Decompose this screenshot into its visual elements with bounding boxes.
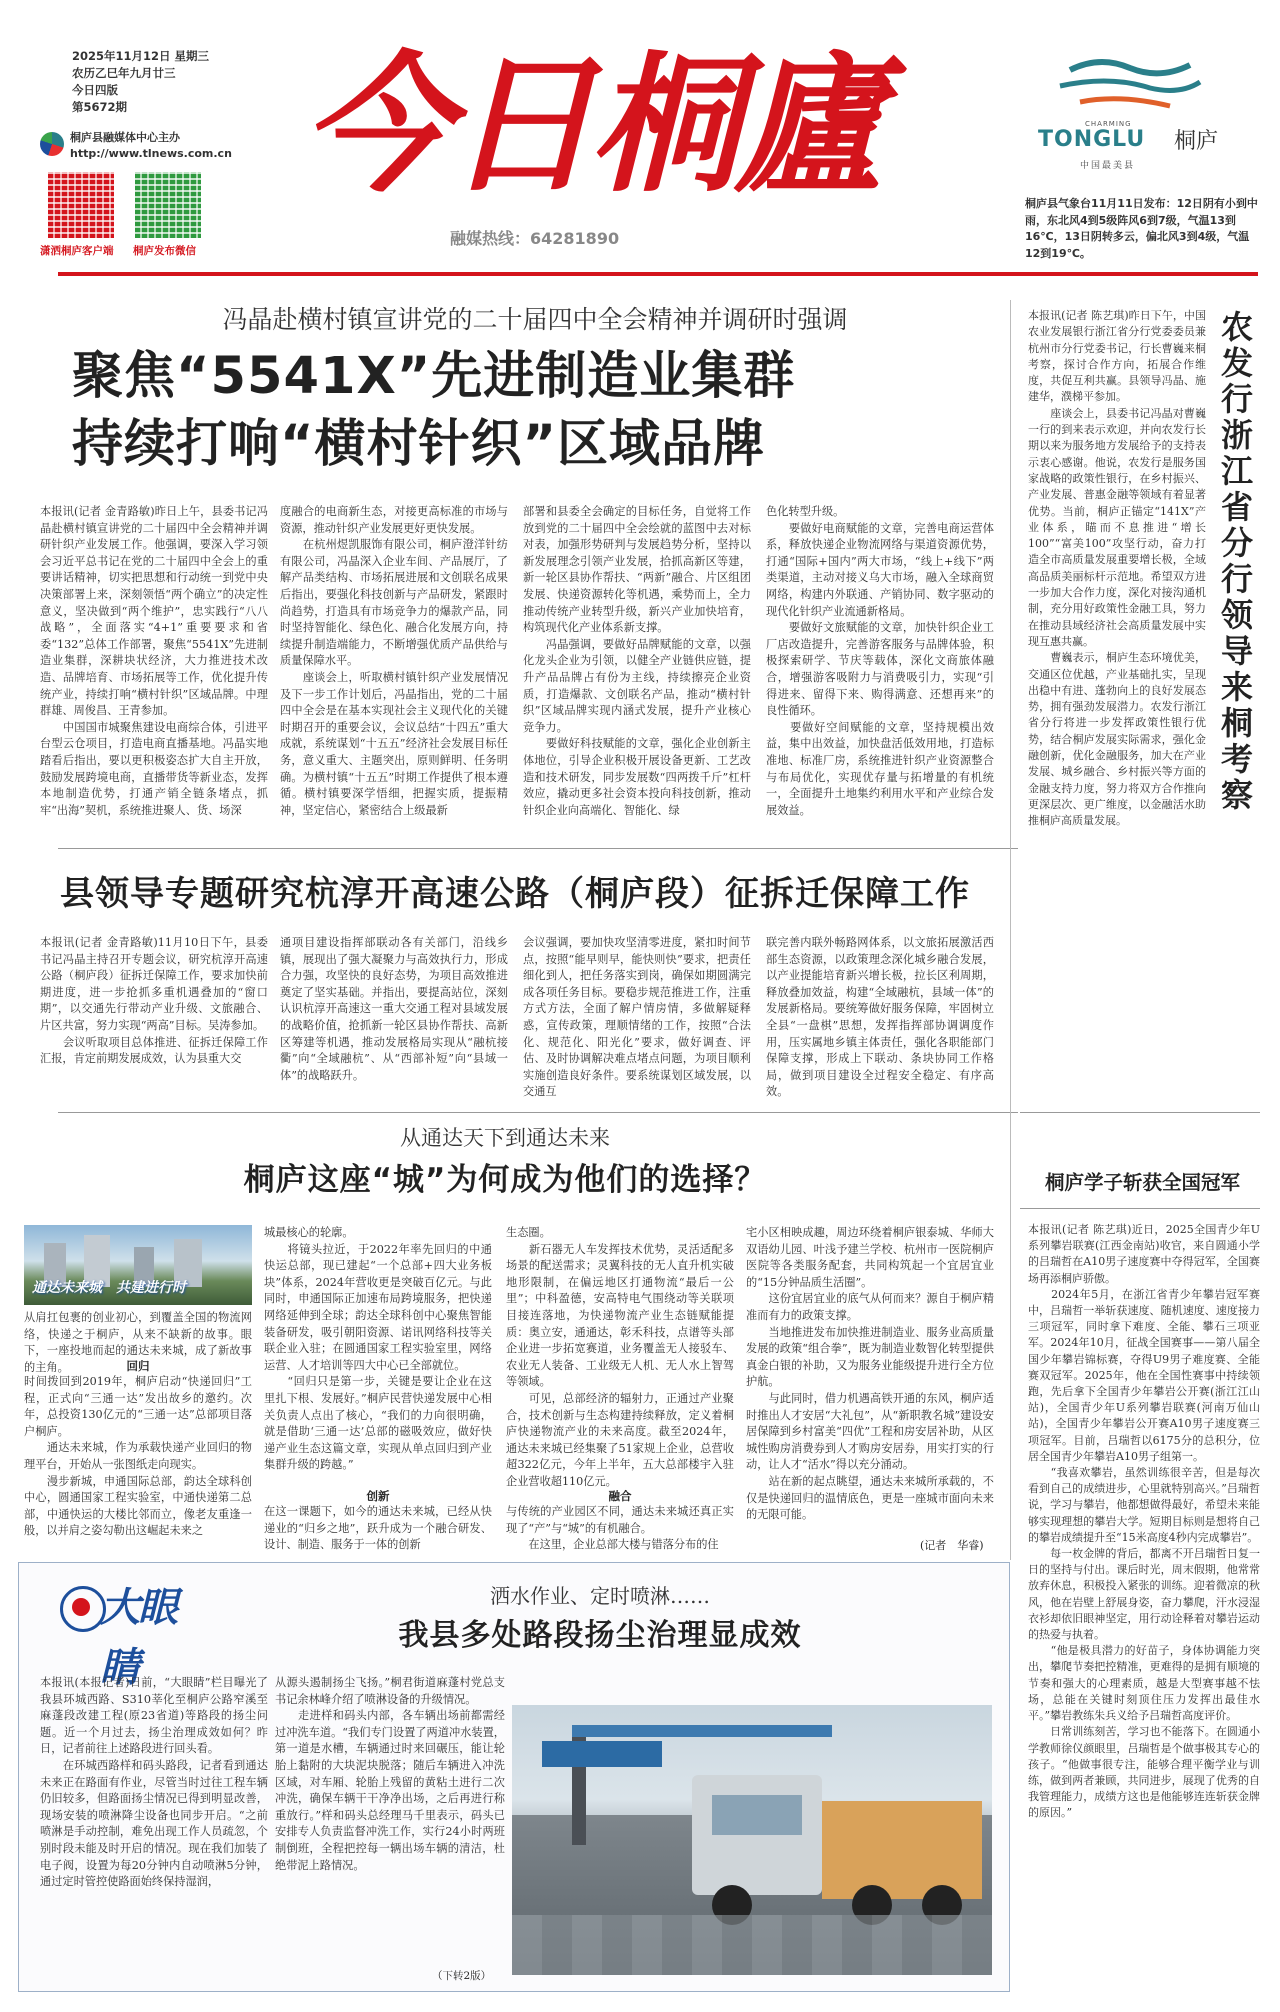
lead-col-3: 部署和县委全会确定的目标任务，自觉将工作放到党的二十届四中全会绘就的蓝图中去对标对表，加强形势研判与发展趋势分析，坚持以新发展理念引领产业发展，拾抓高新区等建，新一轮区县协作帮扶、“两新”融合、片区组团发展、快递资源转化等机遇，乘势而上，全力推动传统产业转型升级，新兴产业加快培育，构筑现代化产业体系新支撑。 冯晶强调，要做好品牌赋能的文章，以强化龙头企业为引领，以健全产业链供应链，提升产品品牌占有份为主线，持续擦亮企业资质，打造爆款、文创联名产品，推动“横村针织”区域品牌实现内涵式发展，提升产业核心竞争力。 要做好科技赋能的文章，强化企业创新主体地位，引导企业积极开展设备更新、工艺改造和技术研发，同步发展数“四两拨千斤”杠杆效应，撬动更多社会资本投向科技创新，推动针织企业向高端化、智能化、绿 bbox=[523, 505, 751, 817]
column-logo-text: 大眼睛 bbox=[100, 1585, 176, 1691]
article2-col-2: 通项目建设指挥部联动各有关部门，沿线乡镇，展现出了强大凝聚力与高效执行力，形成合力强，攻坚快的良好态势，为项目高效推进奠定了坚实基础。并指出，要提高站位，深刻认识杭淳开高速这一重大交通工程对县域发展的战略价值，抢抓新一轮区县协作帮扶、高新区筹建等机遇，推动发展格局实现从“融杭接衢”向“全域融杭”、从“西部补短”向“县域一体”的战略跃升。 bbox=[280, 936, 508, 1082]
date-block bbox=[72, 48, 209, 116]
column-col-2: 从源头遏制扬尘飞扬。”桐君街道麻蓬村党总支书记余林峰介绍了喷淋设备的升级情况。 走进样和码头内部，各车辆出场前都需经过冲洗车道。“我们专门设置了两道冲水装置，第一道是水槽，车辆通过时来回碾压，能让轮胎上黏附的大块泥块脱落；随后车辆进入冲洗区域，对车厢、轮胎上残留的黄粘土进行二次冲洗，确保车辆干干净净出场，之后再进行称重放行。”样和码头总经理马千里表示，码头已安排专人负责监督冲洗工作，实行24小时两班制倒班，全程把控每一辆出场车辆的清洁，杜绝带泥上路情况。 bbox=[275, 1676, 505, 1872]
article3-col-1b: 时间拨回到2019年，桐庐启动“快递回归”工程，正式向“三通一达”发出故乡的邀约。次年，总投资130亿元的“三通一达”总部项目落户桐庐。 通达未来城，作为承载快递产业回归的物理平台，开始从一张图纸走向现实。 漫步新城，申通国际总部，韵达全球科创中心，圆通国家工程实验室，中通快递第二总部，中通快运的大楼比邻而立，像老友重逢一般，以并肩之姿勾勒出这崛起未来之 bbox=[24, 1375, 252, 1538]
article3-col-3: 生态圈。 新石器无人车发挥技术优势，灵活适配多场景的配送需求；灵翼科技的无人直升机实破地形限制，在偏远地区打通物流“最后一公里”；中科盈德，安高特电气围绕动等关联项目接连落地，为快递物流产业生态链赋能提质：奥立安，通通达，彰禾科技，点谱等头部企业进一步拓宽赛道，业务覆盖无人接驳车、农业无人装备、工业级无人机、无人水上智驾等领域。 可见，总部经济的辐射力，正通过产业聚合，技术创新与生态构建持续释放，定义着桐庐快递物流产业的未来高度。截至2024年，通达未来城已经集聚了51家规上企业，总营收超322亿元，今年上半年，五大总部楼宇入驻企业营收超110亿元。 bbox=[506, 1226, 734, 1488]
website-link[interactable]: http://www.tlnews.com.cn bbox=[70, 147, 232, 160]
article3-headline: 桐庐这座“城”为何成为他们的选择？ bbox=[243, 1162, 767, 1198]
sidebar-divider bbox=[1010, 300, 1011, 1560]
sidebar-divider-2 bbox=[1020, 1112, 1260, 1113]
article2-col-1: 本报讯(记者 金青路敏)11月10日下午，县委书记冯晶主持召开专题会议，研究杭淳开高速公路（桐庐段）征拆迁保障工作，要求加快前期进度，进一步抢抓多重机遇叠加的“窗口期”，以交通先行带动产业升级、文旅融合、片区共富，努力实现“两高”目标。吴涛参加。 会议听取项目总体推进、征拆迁保障工作汇报，肯定前期发展成效，认为县重大交 bbox=[40, 936, 268, 1066]
lunar-line: 农历乙巳年九月廿三 bbox=[72, 66, 176, 80]
brand-charming: CHARMING bbox=[1085, 120, 1132, 128]
article3-kicker: 从通达天下到通达未来 bbox=[400, 1126, 610, 1150]
article3-subhead-1: 回归 bbox=[126, 1359, 150, 1373]
lead-kicker: 冯晶赴横村镇宣讲党的二十届四中全会精神并调研时强调 bbox=[222, 305, 848, 334]
tlnews-logo-icon bbox=[40, 132, 64, 156]
hotline bbox=[450, 226, 619, 249]
article3-subhead-3: 融合 bbox=[608, 1489, 632, 1503]
column-col-1: 本报讯(本报记者)日前，“大眼睛”栏目曝光了我县环城西路、S310莘化至桐庐公路窄溪至麻蓬段改建工程(原23省道)等路段的扬尘问题。近一个月过去，扬尘治理成效如何？昨日，记者前往上述路段进行回头看。 在环城西路样和码头路段，记者看到通达未来正在路面有作业，尽管当时过往工程车辆仍旧较多，但路面扬尘情况已得到明显改善，现场安装的喷淋降尘设备也同步开启。“之前喷淋是手动控制，难免出现工作人员疏忽，个别时段未能及时开启的情况。现在我们加装了电子阀，设置为每20分钟内自动喷淋5分钟，通过定时管控使路面始终保持湿润， bbox=[40, 1676, 268, 1889]
issue-line: 第5672期 bbox=[72, 100, 128, 114]
divider-1 bbox=[58, 848, 1018, 849]
lead-col-4: 色化转型升级。 要做好电商赋能的文章，完善电商运营体系，释放快递企业物流网络与渠道资源优势，打通“国际+国内”两大市场，“线上+线下”两类渠道，主动对接义乌大市场，融入全球商贸网络，构建内外联通、产销协同、数字驱动的现代化针织产业流通新格局。 要做好文旅赋能的文章，加快针织企业工厂店改造提升，完善游客服务与品牌体验，积极探索研学、节庆等载体，深化文商旅体融合，增强游客吸附力与消费吸引力，实现“引得进来、留得下来、购得满意、还想再来”的良性循环。 要做好空间赋能的文章，坚持规模出效益，集中出效益，加快盘活低效用地，打造标准地、标准厂房，系统推进针织产业资源整合与布局优化，实现优存量与拓增量的有机统一，全面提升土地集约利用水平和产业综合发展效益。 bbox=[766, 505, 994, 817]
article2-col-3: 会议强调，要加快攻坚清零进度，紧扣时间节点，按照“能早则早，能快则快”要求，把责任细化到人，把任务落实到岗，确保如期圆满完成各项任务目标。要稳步规范推进工作，注重方式方法，全面了解户情房情，多做解疑释惑，宣传政策，理顺情绪的工作，按照“合法化、规范化、阳光化”要求，做好调查、评估、及时协调解决难点堵点问题，为项目顺利实施创造良好条件。要系统谋划区域发展，以交通互 bbox=[523, 936, 751, 1099]
brand-cn: 桐庐 bbox=[1174, 129, 1219, 154]
qr-code-client-icon bbox=[48, 172, 114, 238]
article3-col-1: 从肩扛包裹的创业初心，到覆盖全国的物流网络，快递之于桐庐，从来不缺新的故事。眼下，一座投地而起的通达未来城，成了新故事的主角。 bbox=[24, 1311, 252, 1374]
continued-note: （下转2版） bbox=[432, 1970, 492, 1982]
date-line: 2025年11月12日 星期三 bbox=[72, 49, 210, 63]
photo-caption: 通达未来城 共建进行时 bbox=[32, 1280, 186, 1296]
divider-2 bbox=[58, 1112, 1018, 1113]
entrance-sign bbox=[542, 1741, 662, 1767]
article3-col-4: 宅小区相映成趣，周边环绕着桐庐银泰城、华师大双语幼儿园、叶浅予建兰学校、杭州市一医院桐庐医院等各类服务配套，共同构筑起一个宜居宜业的“15分钟品质生活圈”。 这份宜居宜业的底气从何而来？源自于桐庐精准而有力的政策支撑。 当地推进发布加快推进制造业、服务业高质量发展的政策“组合拳”，既为制造业数智化转型提供真金白银的补助，又为服务业能级提升进行全方位护航。 与此同时，借力机遇高铁开通的东风，桐庐适时推出人才安居“大礼包”，从“新职教名城”建设安居保障到乡村富美“四优”工程和房安居补助，从区城性购房消费券到人才购房安居券，用实打实的行动，让人才“活水”得以充分涌动。 站在新的起点眺望，通达未来城所承载的，不仅是快递回归的温情底色，更是一座城市面向未来的无限可能。 bbox=[746, 1226, 994, 1522]
hotline-label: 融媒热线： bbox=[450, 229, 531, 248]
lead-headline-1: 聚焦“5541X”先进制造业集群 bbox=[72, 347, 796, 406]
article2-col-4: 联完善内联外畅路网体系，以文旅拓展激活西部生态资源，以政策理念深化城乡融合发展，以产业提能培育新兴增长极，拉长区利周期，释放叠加效益，构建“全域融杭，县域一体”的发展新格局。要统筹做好服务保障，牢固树立全县“一盘棋”思想，发挥指挥部协调调度作用，压实属地乡镇主体责任，强化各职能部门保障支撑，形成上下联动、条块协同工作格局，做到项目建设全过程安全稳定、有序高效。 bbox=[766, 936, 994, 1099]
tongda-city-photo bbox=[24, 1225, 252, 1305]
brand-sub: 中国最美县 bbox=[1080, 161, 1136, 171]
lead-col-2: 度融合的电商新生态，对接更高标准的市场与资源，推动针织产业发展更好更快发展。 在杭州煜凯服饰有限公司，桐庐澄洋针纺有限公司，冯晶深入企业车间、产品展厅，了解产品类结构、市场拓展进展和文创联名成果后指出，要强化科技创新与产品研发，紧跟时尚趋势，打造具有市场竞争力的爆款产品，同时坚持智能化、绿色化、融合化发展方向，持续提升制造端能力，不断增强优质产品供给与质量保障水平。 座谈会上，听取横村镇针织产业发展情况及下一步工作计划后，冯晶指出，党的二十届四中全会是在基本实现社会主义现代化的关键时期召开的重要会议，会议总结“十四五”重大成就，系统谋划“十五五”经济社会发展目标任务，意义重大、主题突出，原则鲜明、任务明确。为横村镇“十五五”时期工作提供了根本遵循。横村镇要深学悟细，把握实质，提振精神，坚定信心，紧密结合上级最新 bbox=[280, 505, 508, 817]
sponsor-block bbox=[70, 130, 232, 162]
brand-tonglu: TONGLU bbox=[1038, 127, 1146, 152]
lead-headline-2: 持续打响“横村针织”区域品牌 bbox=[72, 415, 766, 474]
weather-report: 桐庐县气象台11月11日发布：12日阴有小到中雨，东北风4到5级阵风6到7级，气温13到16℃，13日阴转多云，偏北风3到4级，气温12到19℃。 bbox=[1025, 197, 1258, 260]
article3-col-2b: 在这一课题下，如今的通达未来城，已经从快递业的“归乡之地”，跃升成为一个融合研发、设计、制造、服务于一体的创新 bbox=[264, 1505, 492, 1552]
tonglu-brand-logo-icon bbox=[1050, 50, 1210, 120]
article3-col-2: 城最核心的轮廓。 将镜头拉近，于2022年率先回归的中通快运总部，现已建起“一个总部+四大业务板块”体系，2024年营收更是突破百亿元。与此同时，申通国际正加速布局跨境服务，把快递网络延伸到全球；韵达全球科创中心聚焦智能装备研发，吸引朝阳资源、诺讯网络科技等关联企业入驻；在圆通国家工程实验室里，网络运营、人才培训等四大中心已全部就位。 “回归只是第一步，关键是要让企业在这里扎下根、发展好。”桐庐民营快递发展中心相关负责人点出了核心，“我们的力向很明确，就是借助‘三通一达’总部的磁吸效应，做好快递产业生态这篇文章，实现从单点回归到产业集群升级的跨越。” bbox=[264, 1226, 492, 1472]
sidebar2-text: 本报讯(记者 陈艺琪)近日，2025全国青少年U系列攀岩联赛(江西金南站)收官，来自圆通小学的吕瑞哲在A10男子速度赛中夺得冠军，全国赛场再添桐庐骄傲。 2024年5月，在浙江省青少年攀岩冠军赛中，吕瑞哲一举斩获速度、随机速度、速度接力三项冠军，同时拿下难度、全能、攀石三项亚军。2024年10月，征战全国赛事——第八届全国少年攀岩锦标赛，夺得U9男子难度赛、全能赛双冠军。2025年，他在全国性赛事中持续领跑，先后拿下全国青少年攀岩公开赛(浙江江山站)，全国青少年U系列攀岩联赛(河南万仙山站)，全国青少年攀岩公开赛A10男子速度赛三项冠军。目前，吕瑞哲以6175分的总积分，位居全国青少年攀岩A10男子组第一。 “我喜欢攀岩，虽然训练很辛苦，但是每次看到自己的成绩进步，心里就特别高兴。”吕瑞哲说，学习与攀岩，他都想做得最好，希望未来能够实现理想的攀岩大学。短期目标则是想将自己的攀岩成绩提升至“15米高度4秒内完成攀岩”。 每一枚金牌的背后，都离不开吕瑞哲日复一日的坚持与付出。课后时光，周末假期，他常常放弃休息，积极投入紧张的训练。迎着微凉的秋风，他在岩壁上舒展身姿，奋力攀爬，汗水浸湿衣衫却依旧眼神坚定，用行动诠释着对攀岩运动的热爱与执着。 “他是极具潜力的好苗子，身体协调能力突出，攀爬节奏把控精准，更难得的是拥有顺境的节奏和强大的心理素质，越是大型赛事越不怯场，总能在关键时刻顶住压力发挥出最佳水平。”攀岩教练朱兵义给予吕瑞哲高度评价。 日常训练刻苦，学习也不能落下。在圆通小学教师徐仪颜眼里，吕瑞哲是个做事极其专心的孩子。“他做事很专注，能够合理平衡学业与训练，做到两者兼顾，共同进步，展现了优秀的自我管理能力，成绩方这也是他能够连连斩获金牌的原因。” bbox=[1028, 1223, 1260, 1820]
column-kicker: 洒水作业、定时喷淋…… bbox=[490, 1584, 710, 1608]
masthead-divider bbox=[58, 272, 1258, 276]
qr2-caption: 桐庐发布微信 bbox=[133, 245, 196, 257]
hotline-number: 64281890 bbox=[530, 229, 620, 248]
column-headline: 我县多处路段扬尘治理显成效 bbox=[398, 1618, 802, 1653]
lead-col-1: 本报讯(记者 金青路敏)昨日上午，县委书记冯晶赴横村镇宣讲党的二十届四中全会精神并调研针织产业发展工作。他强调，要深入学习领会习近平总书记在党的二十届四中全会上的重要讲话精神，切实把思想和行动统一到党中央决策部署上来，深刻领悟“两个确立”的决定性意义，坚决做到“两个维护”，忠实践行“八八战略”，全面落实“4+1”重要要求和省委“132”总体工作部署，聚焦“5541X”先进制造业集群，深耕块状经济，大力推进技术改造、品牌培育、市场拓展等工作，优化提升传统产业，持续打响“横村针织”区域品牌。中理群雄、周俊昌、王青参加。 中国国市城聚焦建设电商综合体，引进平台型云仓项目，打造电商直播基地。冯晶实地踏看后指出，要以更积极姿态扩大自主开放，鼓励发展跨境电商，直播带货等新业态，发挥本地制造优势，打通产销全链条堵点，抓牢“出海”契机，系统推进聚人、货、场深 bbox=[40, 505, 268, 817]
eye-icon bbox=[72, 1598, 90, 1616]
sidebar2-title: 桐庐学子斩获全国冠军 bbox=[1044, 1171, 1240, 1194]
sidebar1-text: 本报讯(记者 陈艺琪)昨日下午，中国农业发展银行浙江省分行党委委员兼杭州市分行党委书记，行长曹巍来桐考察，探讨合作方向，拓展合作维度，共促互利共赢。县领导冯晶、施建华，濮梯平参加。 座谈会上，县委书记冯晶对曹巍一行的到来表示欢迎，并向农发行长期以来为服务地方发展给予的支持表示衷心感谢。他说，农发行是服务国家战略的政策性银行，在乡村振兴、产业发展、普惠金融等领域有着显著优势。当前，桐庐正锚定“141X”产业体系，瞄而不息推进“增长100”“富美100”攻坚行动，奋力打造全市高质量发展重要增长极，全域高品质美丽标杆示范地。希望双方进一步加大合作力度，深化对接沟通机制，充分用好政策性金融工具，努力在推动县域经济社会高质量发展中实现互惠共赢。 曹巍表示，桐庐生态环境优美，交通区位优越，产业基础扎实，呈现出稳中有进、蓬勃向上的良好发展态势，拥有强劲发展潜力。农发行浙江省分行将进一步发挥政策性银行优势，结合桐庐发展实际需求，强化金融创新，优化金融服务，加大在产业发展、城乡融合、乡村振兴等方面的金融支持力度，努力将双方合作推向更深层次、更广维度，以金融活水助推桐庐高质量发展。 bbox=[1028, 309, 1206, 828]
newspaper-title: 今日桐廬 bbox=[301, 37, 878, 213]
article3-author: (记者 华睿) bbox=[920, 1539, 984, 1552]
qr-code-wechat-icon bbox=[135, 172, 201, 238]
qr1-caption: 潇洒桐庐客户端 bbox=[40, 245, 114, 257]
sponsor-text: 桐庐县融媒体中心主办 bbox=[70, 131, 180, 144]
article3-subhead-2: 创新 bbox=[366, 1489, 390, 1503]
pages-line: 今日四版 bbox=[72, 83, 118, 97]
article3-col-3b: 与传统的产业园区不同，通达未来城还真正实现了“产”与“城”的有机融合。 在这里，企业总部大楼与错落分布的住 bbox=[506, 1505, 734, 1552]
sidebar1-title: 农发行浙江省分行领导来桐考察 bbox=[1216, 310, 1254, 814]
column-logo bbox=[60, 1578, 200, 1691]
dust-control-photo bbox=[512, 1705, 992, 1975]
article2-headline: 县领导专题研究杭淳开高速公路（桐庐段）征拆迁保障工作 bbox=[60, 874, 970, 914]
sidebar-divider-3 bbox=[1020, 1208, 1260, 1209]
